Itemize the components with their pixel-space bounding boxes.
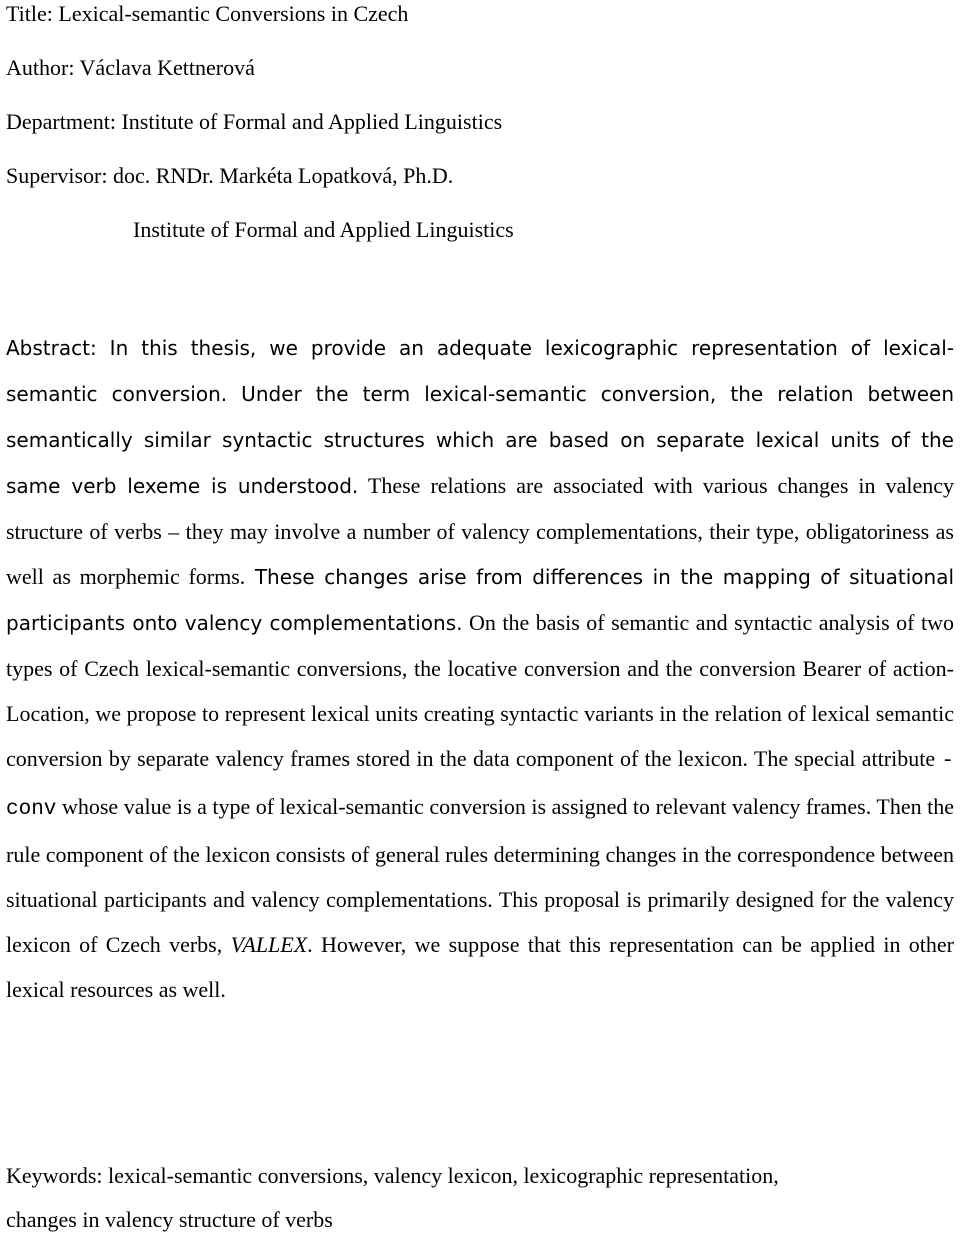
abstract-text-serif-4: . However, we suppose that this representation can be applied in other lexical resources as well. [6, 932, 954, 1002]
abstract-text-serif-3: whose value is a type of lexical-semantic conversion is assigned to relevant valency frames. Then the rule component of the lexicon consists of general rules determining changes in the correspondence between situational participants and valency complementations. This proposal is primarily designed for the valency lexicon of Czech verbs, [6, 794, 954, 957]
abstract-paragraph [6, 325, 954, 1012]
abstract-text-sans-2: These changes arise from differences in the mapping of situational participants onto valency complementations. [6, 565, 955, 635]
thesis-author: Author: Václava Kettnerová [6, 55, 255, 80]
supervisor-affiliation: Institute of Formal and Applied Linguistics [133, 217, 514, 242]
abstract-text-sans: Abstract: In this thesis, we provide an adequate lexicographic representation of lexical-semantic conversion. Under the term lexical-semantic conversion, the relation between semantically similar syntactic structures which are based on separate lexical units of the same verb lexeme is understood. [6, 336, 954, 498]
abstract-text-serif: These relations are associated with various changes in valency structure of verbs – they may involve a number of valency complementations, their type, obligatoriness as well as morphemic forms. [6, 473, 954, 589]
abstract-text-serif-2: On the basis of semantic and syntactic analysis of two types of Czech lexical-semantic conversions, the locative conversion and the conversion Bearer of action-Location, we propose to represent lexical units creating syntactic variants in the relation of lexical semantic conversion by separate valency frames stored in the data component of the lexicon. The special attribute [6, 610, 954, 771]
thesis-supervisor: Supervisor: doc. RNDr. Markéta Lopatková, Ph.D. [6, 163, 454, 188]
thesis-title: Title: Lexical-semantic Conversions in Czech [6, 1, 409, 26]
thesis-department: Department: Institute of Formal and Applied Linguistics [6, 109, 503, 134]
conv-attribute-code: -conv [6, 750, 954, 821]
keywords-line-1: Keywords: lexical-semantic conversions, valency lexicon, lexicographic representation, [6, 1163, 779, 1188]
keywords-line-2: changes in valency structure of verbs [6, 1207, 333, 1232]
vallex-lexicon-name: VALLEX [230, 932, 308, 957]
